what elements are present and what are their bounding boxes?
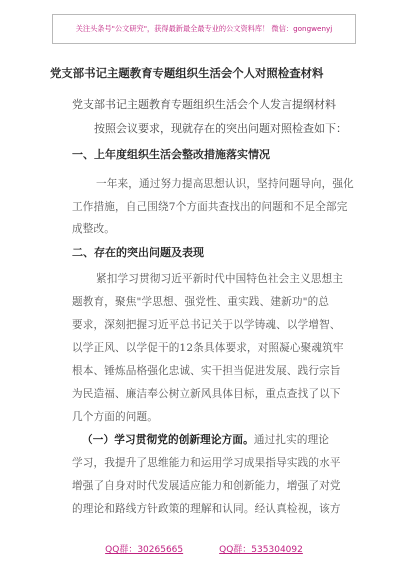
section1-line: 成整改。	[72, 223, 115, 235]
section2-heading: 二、存在的突出问题及表现	[72, 246, 204, 259]
section1-line: 一年来，通过努力提高思想认识，坚持问题导向，强化	[96, 178, 354, 190]
header-note-box	[52, 14, 356, 44]
section2-line: 为民造福、廉洁奉公树立新风具体目标，重点查找了以下	[72, 388, 341, 400]
sub1-heading: （一）学习贯彻党的创新理论方面。	[82, 434, 254, 446]
document-intro: 按照会议要求，现就存在的突出问题对照检查如下：	[94, 122, 347, 135]
document-title: 党支部书记主题教育专题组织生活会个人对照检查材料	[50, 66, 324, 80]
footer	[0, 542, 408, 555]
sub1-first-tail: 通过扎实的理论	[253, 434, 330, 446]
sub1-line: 的理论和路线方针政策的理解和认同。经认真检视，该方	[72, 503, 341, 515]
sub1-line: 学习，我提升了思维能力和运用学习成果指导实践的水平	[72, 457, 341, 469]
footer-qq-group-2[interactable]: QQ群：535304092	[219, 545, 303, 555]
document-subtitle: 党支部书记主题教育专题组织生活会个人发言提纲材料	[72, 98, 336, 111]
section2-line: 以学正风、以学促干的12条具体要求，对照凝心聚魂筑牢	[72, 342, 344, 354]
section2-line: 要求，深刻把握习近平总书记关于以学铸魂、以学增智、	[72, 319, 341, 331]
footer-qq-group-1[interactable]: QQ群：30265665	[105, 545, 184, 555]
section2-line: 题教育，聚焦"学思想、强党性、重实践、建新功"的总	[72, 296, 330, 308]
sub1-first-line	[82, 433, 329, 447]
section2-line: 几个方面的问题。	[72, 411, 158, 423]
section1-line: 工作措施，自己围绕7个方面共查找出的问题和不足全部完	[72, 201, 348, 213]
sub1-line: 增强了自身对时代发展适应能力和创新能力，增强了对党	[72, 480, 341, 492]
section2-line: 根本、锤炼品格强化忠诚、实干担当促进发展、践行宗旨	[72, 365, 341, 377]
section2-line: 紧扣学习贯彻习近平新时代中国特色社会主义思想主	[96, 273, 344, 285]
section1-heading: 一、上年度组织生活会整改措施落实情况	[72, 148, 270, 161]
header-note-text: 关注头条号"公文研究"，获得最新最全最专业的公文资料库！ 微信：gongwenyj	[75, 24, 333, 33]
